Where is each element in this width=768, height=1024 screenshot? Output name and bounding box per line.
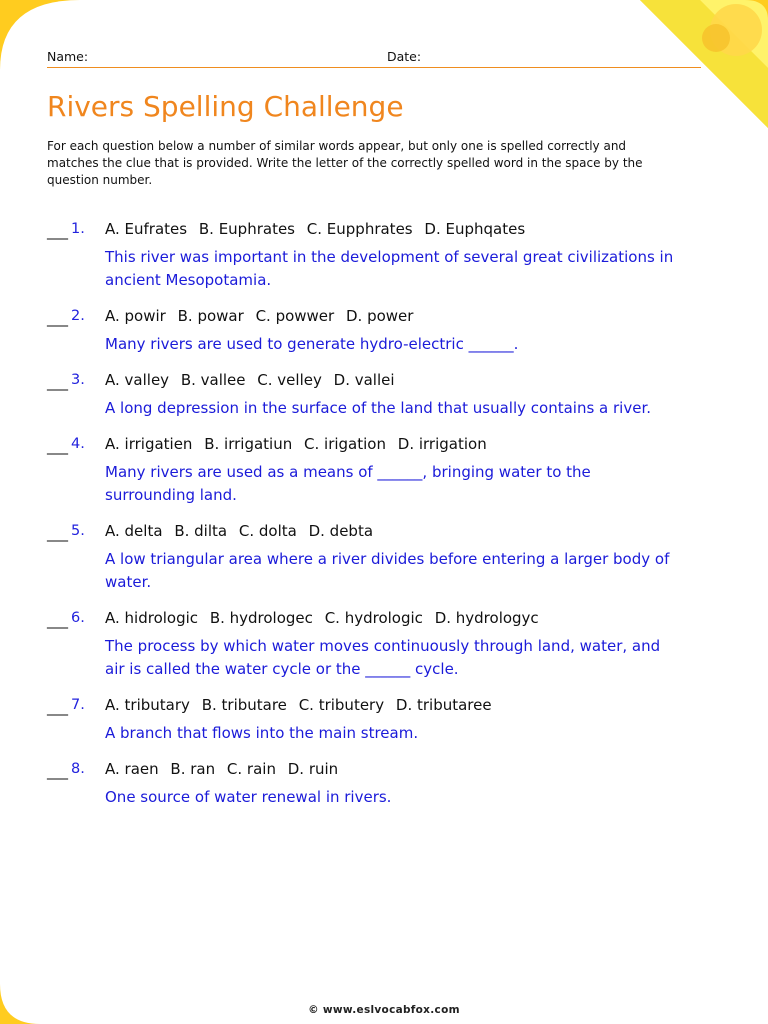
question-item-3 xyxy=(47,369,687,433)
question-clue: One source of water renewal in rivers. xyxy=(105,788,392,806)
answer-blank[interactable]: ___ xyxy=(47,764,68,780)
option-c: C. dolta xyxy=(238,522,297,540)
answer-blank[interactable]: ___ xyxy=(47,700,68,716)
answer-options xyxy=(105,371,402,389)
option-c: C. velley xyxy=(257,371,322,389)
answer-blank[interactable]: ___ xyxy=(47,526,68,542)
question-clue: Many rivers are used as a means of ______, bringing water to the surrounding land. xyxy=(105,463,591,504)
question-number: 4. xyxy=(71,436,85,452)
option-c: C. hydrologic xyxy=(324,609,423,627)
option-b: B. tributare xyxy=(201,696,287,714)
option-d: D. ruin xyxy=(287,760,339,778)
question-item-5 xyxy=(47,520,687,607)
answer-options xyxy=(105,220,532,238)
date-label: Date: xyxy=(387,49,422,64)
option-a: A. irrigatien xyxy=(105,435,193,453)
question-item-7 xyxy=(47,694,687,758)
question-number: 7. xyxy=(71,697,85,713)
answer-options xyxy=(105,609,546,627)
option-d: D. tributaree xyxy=(395,696,492,714)
name-label: Name: xyxy=(47,49,89,64)
question-item-6 xyxy=(47,607,687,694)
option-b: B. hydrologec xyxy=(209,609,313,627)
option-d: D. Euphqates xyxy=(424,220,526,238)
answer-blank[interactable]: ___ xyxy=(47,311,68,327)
option-b: B. vallee xyxy=(180,371,246,389)
option-d: D. vallei xyxy=(333,371,395,389)
site-footer: © www.eslvocabfox.com xyxy=(308,1004,460,1016)
question-item-2 xyxy=(47,305,687,369)
option-c: C. powwer xyxy=(255,307,335,325)
option-d: D. debta xyxy=(308,522,374,540)
answer-options xyxy=(105,435,494,453)
instructions-text: For each question below a number of similar words appear, but only one is spelled correctly and matches the clue that is provided. Write the letter of the correctly spelled word in the space by the question number. xyxy=(47,139,643,187)
question-number: 5. xyxy=(71,523,85,539)
answer-options xyxy=(105,307,420,325)
question-number: 1. xyxy=(71,221,85,237)
answer-options xyxy=(105,760,345,778)
answer-blank[interactable]: ___ xyxy=(47,439,68,455)
question-number: 6. xyxy=(71,610,85,626)
question-clue: A branch that flows into the main stream. xyxy=(105,724,419,742)
option-b: B. powar xyxy=(177,307,244,325)
question-clue: This river was important in the development of several great civilizations in ancient Mesopotamia. xyxy=(105,248,674,289)
question-clue: The process by which water moves continuously through land, water, and air is called the water cycle or the ______ cycle. xyxy=(105,637,661,678)
option-a: A. raen xyxy=(105,760,159,778)
question-item-1 xyxy=(47,218,687,305)
option-b: B. irrigatiun xyxy=(204,435,293,453)
option-a: A. valley xyxy=(105,371,170,389)
question-number: 2. xyxy=(71,308,85,324)
option-a: A. Eufrates xyxy=(105,220,188,238)
answer-blank[interactable]: ___ xyxy=(47,224,68,240)
option-d: D. hydrologyc xyxy=(434,609,539,627)
option-b: B. dilta xyxy=(174,522,228,540)
option-c: C. Eupphrates xyxy=(306,220,413,238)
option-c: C. rain xyxy=(226,760,276,778)
question-clue: A low triangular area where a river divides before entering a larger body of water. xyxy=(105,550,670,591)
option-b: B. Euphrates xyxy=(198,220,295,238)
answer-options xyxy=(105,522,380,540)
option-a: A. hidrologic xyxy=(105,609,199,627)
option-a: A. delta xyxy=(105,522,163,540)
question-clue: Many rivers are used to generate hydro-electric ______. xyxy=(105,335,519,353)
question-list xyxy=(47,218,687,822)
option-c: C. irigation xyxy=(304,435,386,453)
option-d: D. power xyxy=(345,307,414,325)
option-b: B. ran xyxy=(170,760,216,778)
worksheet-title: Rivers Spelling Challenge xyxy=(47,90,404,123)
answer-blank[interactable]: ___ xyxy=(47,375,68,391)
name-date-line xyxy=(47,49,701,68)
option-a: A. tributary xyxy=(105,696,190,714)
answer-options xyxy=(105,696,499,714)
question-number: 3. xyxy=(71,372,85,388)
question-item-4 xyxy=(47,433,687,520)
option-d: D. irrigation xyxy=(397,435,487,453)
option-c: C. tributery xyxy=(298,696,385,714)
question-clue: A long depression in the surface of the land that usually contains a river. xyxy=(105,399,652,417)
question-item-8 xyxy=(47,758,687,822)
question-number: 8. xyxy=(71,761,85,777)
option-a: A. powir xyxy=(105,307,166,325)
answer-blank[interactable]: ___ xyxy=(47,613,68,629)
